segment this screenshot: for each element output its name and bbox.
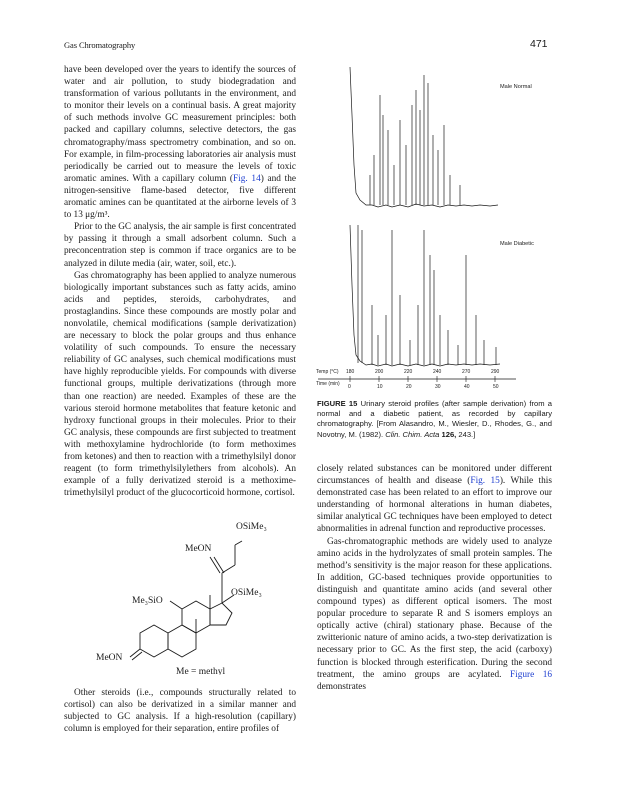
me3sio-label: Me₃SiO — [132, 596, 163, 606]
steroid-profile-chromatograms — [300, 55, 560, 395]
temp-tick-label: 290 — [491, 369, 500, 375]
time-tick-label: 40 — [464, 384, 470, 390]
fig15-link[interactable]: Fig. 15 — [470, 476, 500, 487]
diabetic-label: Male Diabetic — [500, 241, 534, 247]
left-column-top — [64, 64, 296, 499]
time-tick-label: 50 — [493, 384, 499, 390]
time-tick-label: 10 — [377, 384, 383, 390]
meon-left-label: MeON — [96, 653, 123, 663]
time-tick-label: 30 — [435, 384, 441, 390]
page-number: 471 — [530, 38, 548, 50]
osime3-top-label: OSiMe₃ — [236, 522, 267, 532]
right-column — [317, 463, 552, 693]
fig14-link[interactable]: Fig. 14 — [233, 173, 261, 184]
paragraph: Prior to the GC analysis, the air sample is first concentrated by passing it through a small adsorbent column. Such a preconcentration step is common if trace organics are to be analyzed in dilute media (air, water, soil, etc.). — [64, 222, 296, 269]
fig16-link[interactable]: Figure 16 — [509, 669, 552, 680]
paragraph: Other steroids (i.e., compounds structurally related to cortisol) can also be derivatized in a similar manner and subjected to GC analysis. If a high-resolution (capillary) column is employed for their separation, entire profiles of — [64, 688, 296, 735]
paragraph: Gas chromatography has been applied to analyze numerous biologically important substances such as fatty acids, amino acids and peptides, steroids, carbohydrates, and prostaglandins. Since these compounds are mostly polar and nonvolatile, chemical modifications (sample derivatization) are necessary to block the polar groups and thus enhance volatility of such compounds. To ensure the necessary reliability of GC analyses, such chemical modifications must have highly reproducible yields. For compounds with diverse functional groups, multiple derivatizations (through more than one reaction) are needed. Examples of these are the various steroid hormone metabolites that feature ketonic and hydroxy functional groups in their molecules. Prior to their GC analysis, these compounds are first subjected to treatment with methoxylamine hydrochloride (to form methoximes from ketones) and then to reaction with a trimethylsilyl donor reagent (to form trimethylsilylethers from alcohols). An example of a fully derivatized steroid is a methoxime-trimethylsilyl product of the glucocorticoid hormone, cortisol. — [64, 270, 296, 499]
temp-tick-label: 270 — [462, 369, 471, 375]
temp-tick-label: 200 — [375, 369, 384, 375]
paragraph: Gas-chromatographic methods are widely used to analyze amino acids in the hydrolyzates of small protein samples. The method’s sensitivity is the major reason for these applications. In addition, GC-based techniques provide opportunities to distinguish and quantitate amino acids (and several other compound types) as different optical isomers. The most popular procedure to separate R and S isomers employs an optically active (chiral) stationary phase. Because of the zwitterionic nature of amino acids, a two-step derivatization is necessary prior to GC. As the first step, the acid (carboxy) function is blocked through esterification. During the second treatment, the amino groups are acylated. Figure 16 demonstrates — [317, 536, 552, 692]
paragraph: closely related substances can be monitored under different circumstances of health and disease (Fig. 15). While this demonstrated case has been related to an effort to improve our understanding of hormonal alterations in human diabetes, similar analytical GC techniques have been employed to detect abnormalities in adrenal function and reproductive processes. — [317, 464, 552, 535]
meon-top-label: MeON — [185, 544, 212, 554]
normal-chromatogram — [350, 67, 498, 207]
diabetic-chromatogram — [350, 225, 500, 366]
temp-tick-label: 220 — [404, 369, 413, 375]
left-column-bottom — [64, 687, 296, 735]
temp-tick-label: 240 — [433, 369, 442, 375]
figure-caption: FIGURE 15 Urinary steroid profiles (after sample derivation) from a normal and a diabetic patient, as recorded by capillary chromatography. [From Alasandro, M., Wiesler, D., Rhodes, G., and Novotny, M. (1982). Clin. Chim. Acta 126, 243.] — [317, 399, 552, 439]
osime3-right-label: OSiMe₃ — [231, 588, 262, 598]
temp-tick-label: 180 — [346, 369, 355, 375]
normal-label: Male Normal — [500, 84, 532, 90]
figure-label: FIGURE 15 — [317, 399, 358, 408]
running-title: Gas Chromatography — [64, 40, 136, 50]
paragraph: have been developed over the years to identify the sources of water and air pollution, to study biodegradation and transformation of various pollutants in the environment, and to monitor their levels on a continual basis. A great majority of such methods involve GC measurement principles: both packed and capillary columns, selective detectors, the gas chromatography/mass spectrometry combination, and so on. For example, in film-processing laboratories air analysis must periodically be carried out to measure the levels of toxic aromatic amines. With a capillary column (Fig. 14) and the nitrogen-sensitive flame-based detector, five different aromatic amines can be quantitated at the airborne levels of 3 to 13 μg/m³. — [64, 65, 296, 221]
cortisol-derivative-structure — [64, 515, 296, 675]
time-axis-label: Time (min) — [316, 381, 340, 387]
methyl-legend: Me = methyl — [176, 667, 226, 675]
time-tick-label: 0 — [348, 384, 351, 390]
time-tick-label: 20 — [406, 384, 412, 390]
temp-axis-label: Temp (°C) — [316, 369, 339, 375]
